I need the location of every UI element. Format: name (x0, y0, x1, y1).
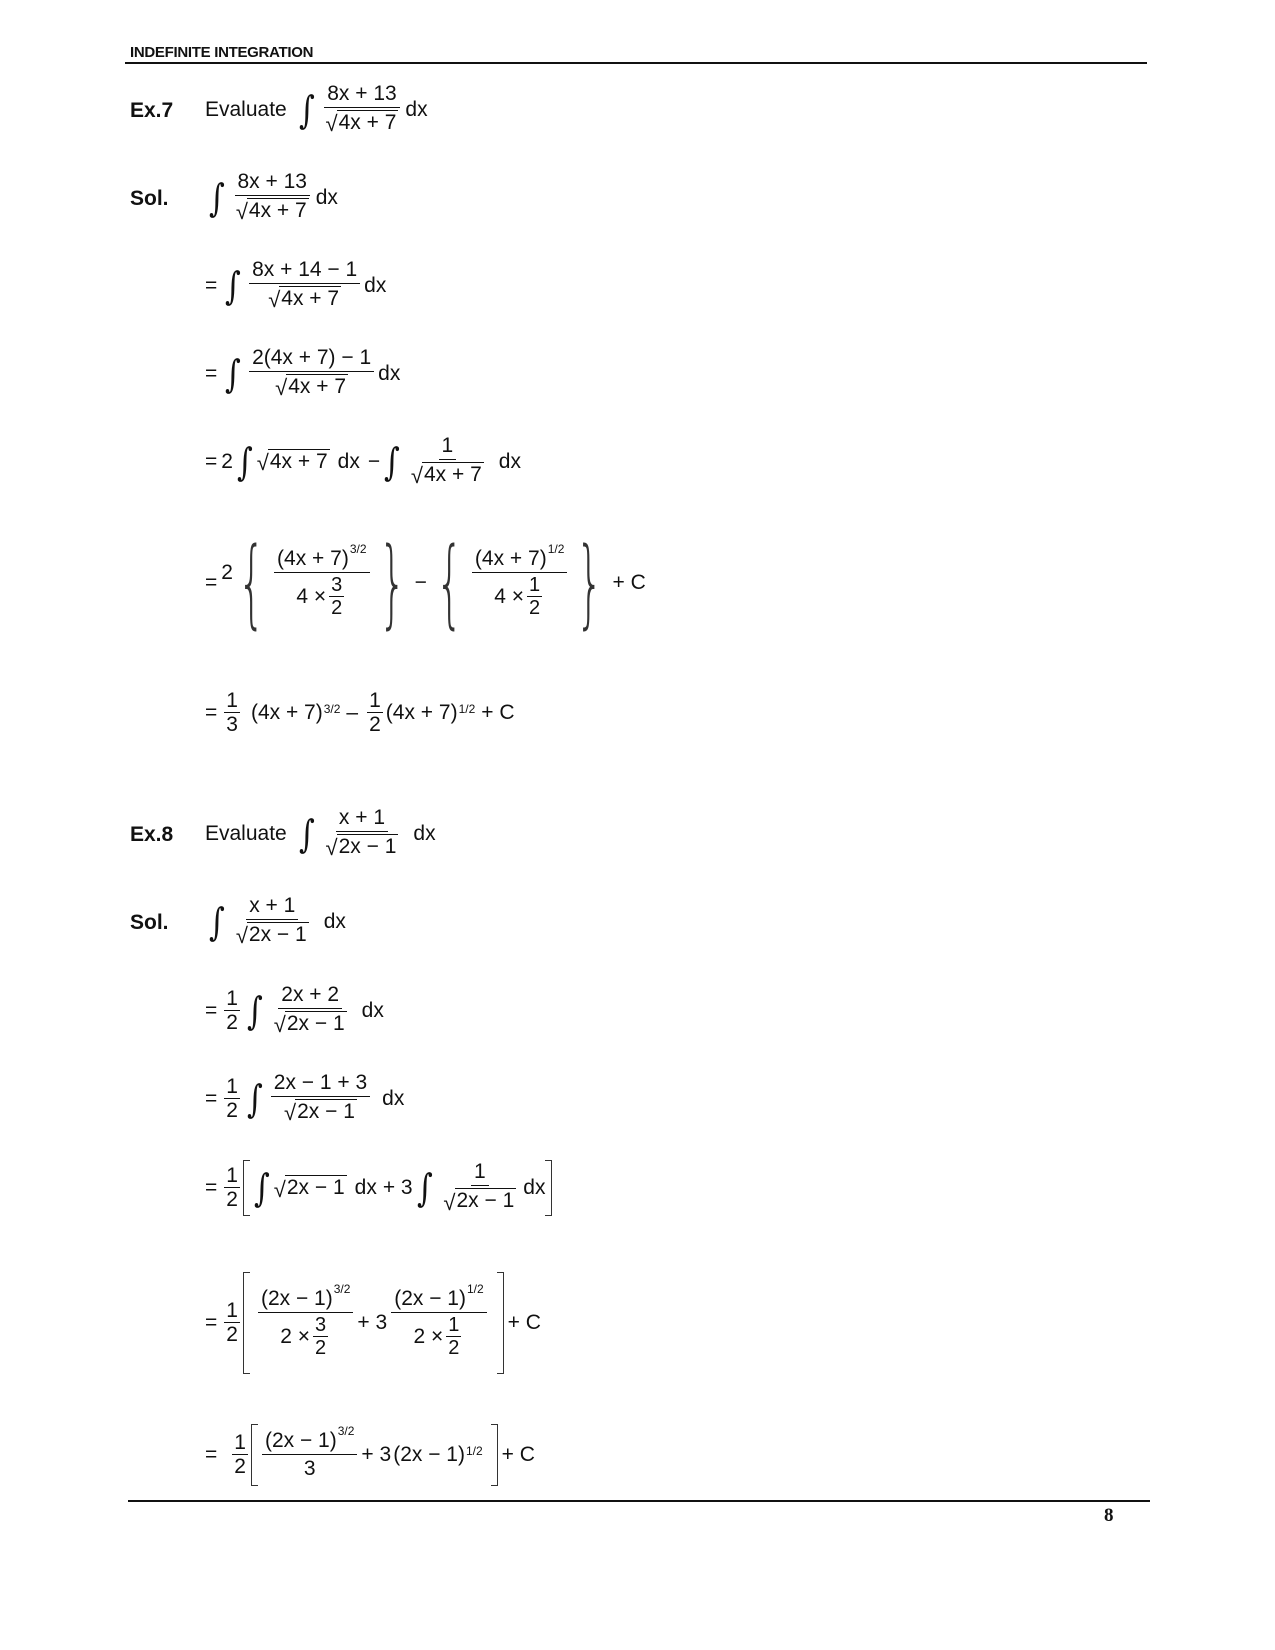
ex7-step-4 (205, 527, 646, 639)
exponent: 1/2 (466, 1281, 484, 1296)
radicand: 2x − 1 (286, 1176, 345, 1200)
left-brace-icon: { (237, 527, 266, 639)
integral-sign-icon: ∫ (298, 87, 315, 132)
integral-sign-icon: ∫ (253, 1166, 270, 1210)
running-header: INDEFINITE INTEGRATION (130, 44, 314, 61)
fraction (274, 542, 369, 620)
base: (4x + 7) (277, 547, 349, 571)
constant: + C (501, 1443, 535, 1466)
fraction (367, 690, 383, 736)
right-bracket-icon (545, 1160, 552, 1216)
constant: + C (612, 571, 646, 595)
dx: dx (405, 97, 428, 121)
factor: 4 × (296, 585, 327, 609)
fraction (472, 542, 567, 620)
exponent: 1/2 (547, 542, 565, 557)
equals: = (205, 571, 218, 595)
page-number: 8 (1104, 1505, 1114, 1526)
radicand: 2x − 1 (248, 923, 307, 947)
sqrt-icon: √ 2x − 1 (273, 1176, 345, 1202)
header-rule (125, 62, 1147, 64)
dx: dx (354, 1176, 377, 1199)
exponent: 3/2 (349, 542, 367, 557)
denominator: 3 (226, 713, 238, 737)
fraction (224, 1076, 240, 1122)
denominator: 2 (226, 1187, 238, 1211)
equals: = (205, 1311, 218, 1334)
numerator: x + 1 (336, 806, 388, 832)
example-8-label: Ex.8 (130, 823, 174, 846)
numerator: 2(4x + 7) − 1 (249, 346, 374, 372)
base: (2x − 1) (260, 1286, 333, 1310)
numerator: 2x − 1 + 3 (271, 1071, 370, 1097)
plus-three: + 3 (357, 1311, 388, 1334)
ex7-step-1 (205, 258, 386, 313)
sqrt-icon: √ 4x + 7 (275, 375, 347, 401)
fraction (440, 1160, 519, 1215)
dx: dx (382, 1086, 405, 1110)
fraction (391, 1281, 486, 1360)
sqrt-icon: √ 2x − 1 (325, 835, 397, 861)
plus-three: + 3 (382, 1176, 413, 1199)
integral-sign-icon: ∫ (208, 175, 225, 220)
coefficient: 2 (221, 561, 233, 585)
left-bracket-icon (243, 1160, 250, 1216)
equals: = (205, 998, 218, 1022)
left-bracket-icon (243, 1272, 250, 1374)
dx: dx (337, 449, 360, 473)
base: (4x + 7) (250, 701, 323, 725)
fraction (232, 1432, 248, 1478)
radicand: 2x − 1 (286, 1012, 345, 1036)
fraction (408, 434, 487, 489)
integral-sign-icon: ∫ (384, 439, 400, 484)
numerator: 1 (226, 1163, 238, 1187)
equals: = (205, 449, 218, 473)
dx: dx (361, 998, 384, 1022)
integral-sign-icon: ∫ (246, 1076, 263, 1121)
denominator: 2 (226, 1010, 238, 1034)
numerator: 8x + 13 (324, 82, 399, 108)
solution-7-label: Sol. (130, 187, 169, 210)
numerator: 2x + 2 (278, 983, 342, 1009)
numerator: 1 (226, 689, 238, 712)
radicand: 4x + 7 (281, 287, 340, 311)
evaluate-text: Evaluate (205, 97, 287, 121)
numerator: 3 (315, 1314, 327, 1337)
sqrt-icon: √ 4x + 7 (256, 450, 328, 476)
denominator: 2 (448, 1337, 460, 1360)
example-7-prompt (205, 82, 428, 137)
base: (4x + 7) (474, 547, 547, 571)
denominator: 2 (234, 1454, 246, 1478)
ex8-step-4 (205, 1272, 541, 1374)
numerator: 8x + 13 (235, 170, 310, 196)
fraction (323, 82, 402, 137)
denominator: 2 (226, 1098, 238, 1122)
denominator: 2 (369, 713, 381, 737)
left-bracket-icon (251, 1424, 258, 1486)
ex8-step-2 (205, 1071, 404, 1126)
ex8-step-3 (205, 1160, 552, 1216)
exponent: 1/2 (465, 1444, 483, 1458)
numerator: 1 (471, 1160, 489, 1186)
factor: 2 × (413, 1324, 444, 1348)
numerator: 1 (448, 1314, 460, 1337)
plus-three: + 3 (361, 1443, 392, 1466)
exponent: 1/2 (458, 702, 476, 717)
radicand: 2x − 1 (456, 1189, 515, 1213)
sqrt-icon: √ 4x + 7 (235, 199, 307, 225)
sqrt-icon: √ 2x − 1 (235, 923, 307, 949)
example-7-label: Ex.7 (130, 99, 174, 122)
solution-8-label: Sol. (130, 911, 169, 934)
coefficient: 2 (221, 449, 233, 473)
dx: dx (523, 1176, 546, 1199)
equals: = (205, 273, 218, 297)
fraction (249, 258, 360, 313)
right-bracket-icon (497, 1272, 504, 1374)
numerator: 3 (331, 574, 343, 597)
exponent: 3/2 (337, 1423, 355, 1438)
integral-sign-icon: ∫ (416, 1166, 433, 1210)
integral-sign-icon: ∫ (236, 439, 253, 484)
integral-sign-icon: ∫ (208, 899, 225, 944)
right-bracket-icon (491, 1424, 498, 1486)
exponent: 3/2 (333, 1281, 351, 1296)
dx: dx (498, 449, 521, 473)
equals: = (205, 701, 218, 725)
equals: = (205, 1086, 218, 1110)
equals: = (205, 1443, 218, 1466)
ex7-step-2 (205, 346, 400, 401)
fraction (224, 690, 240, 736)
ex7-step-3 (205, 434, 521, 489)
fraction (224, 1300, 240, 1346)
sqrt-icon: √ 4x + 7 (325, 111, 397, 137)
denominator: 3 (303, 1456, 316, 1480)
denominator: 2 (315, 1337, 327, 1360)
dx: dx (364, 273, 387, 297)
dx: dx (315, 185, 338, 209)
fraction (249, 346, 374, 401)
numerator: 1 (439, 434, 457, 460)
numerator: 1 (528, 574, 541, 597)
minus: − (414, 571, 427, 595)
numerator: 1 (234, 1430, 246, 1454)
numerator: 1 (226, 1074, 238, 1098)
right-brace-icon: } (378, 527, 406, 639)
denominator: 2 (331, 597, 343, 620)
constant: + C (507, 1311, 541, 1334)
fraction (271, 983, 350, 1038)
fraction (323, 806, 402, 861)
right-brace-icon: } (576, 527, 604, 639)
radicand: 4x + 7 (288, 375, 347, 399)
sqrt-icon: √ 2x − 1 (443, 1189, 515, 1215)
sqrt-icon: √ 2x − 1 (273, 1012, 345, 1038)
minus: – (346, 701, 359, 725)
numerator: 1 (226, 1298, 238, 1322)
example-8-prompt (205, 806, 436, 861)
base: (4x + 7) (385, 701, 458, 725)
fraction (233, 170, 312, 225)
fraction (262, 1423, 357, 1481)
fraction (233, 894, 312, 949)
numerator: 1 (226, 986, 238, 1010)
radicand: 4x + 7 (338, 111, 397, 135)
factor: 2 × (280, 1324, 311, 1348)
ex8-step-0 (205, 894, 346, 949)
integral-sign-icon: ∫ (225, 263, 242, 308)
dx: dx (413, 821, 436, 845)
equals: = (205, 361, 218, 385)
exponent: 3/2 (323, 702, 341, 717)
radicand: 2x − 1 (297, 1100, 355, 1124)
ex8-step-5 (205, 1424, 535, 1486)
radicand: 4x + 7 (248, 199, 307, 223)
equals: = (205, 1176, 218, 1199)
numerator: 1 (369, 689, 381, 712)
fraction (224, 1165, 240, 1211)
fraction (271, 1071, 370, 1126)
base: (2x − 1) (393, 1443, 465, 1466)
integral-sign-icon: ∫ (246, 988, 263, 1033)
ex7-step-0 (205, 170, 338, 225)
sqrt-icon: √ 2x − 1 (284, 1100, 355, 1126)
constant: + C (481, 701, 515, 725)
integral-sign-icon: ∫ (298, 811, 315, 856)
footer-rule (128, 1500, 1150, 1502)
denominator: 2 (528, 597, 541, 620)
radicand: 4x + 7 (423, 463, 482, 487)
factor: 4 × (494, 585, 524, 609)
evaluate-text: Evaluate (205, 821, 287, 845)
dx: dx (378, 361, 401, 385)
radicand: 4x + 7 (269, 450, 328, 474)
denominator: 2 (226, 1322, 238, 1346)
left-brace-icon: { (435, 527, 464, 639)
numerator: 8x + 14 − 1 (249, 258, 360, 284)
fraction (224, 988, 240, 1034)
fraction (258, 1281, 353, 1360)
base: (2x − 1) (264, 1428, 337, 1452)
sqrt-icon: √ 4x + 7 (410, 463, 482, 489)
sqrt-icon: √ 4x + 7 (268, 287, 340, 313)
base: (2x − 1) (394, 1286, 466, 1310)
radicand: 2x − 1 (338, 835, 397, 859)
minus: − (367, 449, 381, 473)
dx: dx (323, 909, 346, 933)
ex7-step-5 (205, 690, 515, 736)
numerator: x + 1 (246, 894, 298, 920)
ex8-step-1 (205, 983, 384, 1038)
integral-sign-icon: ∫ (225, 351, 242, 396)
